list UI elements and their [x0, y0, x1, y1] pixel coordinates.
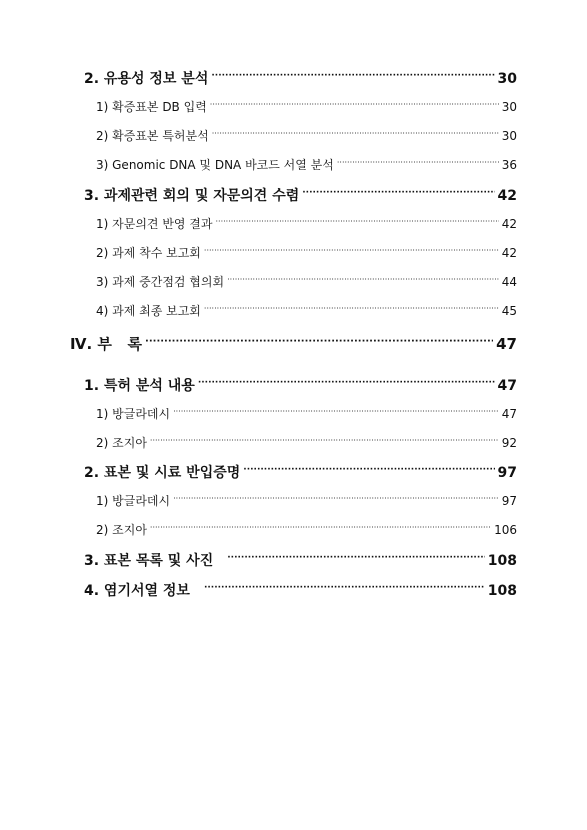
toc-entry[interactable]: [96, 215, 517, 232]
toc-entry-page: 45: [501, 304, 517, 318]
toc-entry[interactable]: [96, 244, 517, 261]
leader-dots: [150, 522, 491, 534]
leader-dots: [211, 69, 494, 83]
toc-entry-label: 2. 표본 및 시료 반입증명: [84, 465, 241, 481]
toc-entry-page: 44: [501, 275, 517, 289]
toc-entry-label: 1) 확증표본 DB 입력: [96, 100, 207, 114]
leader-dots: [337, 157, 499, 169]
toc-entry-page: 36: [501, 158, 517, 172]
toc-entry-page: 30: [497, 71, 517, 87]
toc-entry[interactable]: [96, 434, 517, 451]
leader-dots: [204, 581, 485, 595]
toc-entry-page: 108: [487, 583, 517, 599]
toc-entry[interactable]: [96, 405, 517, 422]
toc-entry-page: 42: [501, 246, 517, 260]
toc-entry-label: 4. 염기서열 정보: [84, 583, 190, 599]
toc-chapter-entry[interactable]: [70, 333, 517, 354]
toc-entry-page: 30: [501, 100, 517, 114]
toc-entry-page: 47: [497, 378, 517, 394]
toc-entry[interactable]: [96, 492, 517, 509]
toc-entry[interactable]: [84, 550, 517, 570]
leader-dots: [212, 128, 499, 140]
toc-entry-label: 2) 조지아: [96, 436, 147, 450]
leader-dots: [216, 216, 499, 228]
leader-dots: [204, 245, 499, 257]
toc-entry-label: 3) Genomic DNA 및 DNA 바코드 서열 분석: [96, 158, 334, 172]
toc-entry-page: 97: [497, 465, 517, 481]
toc-entry[interactable]: [96, 273, 517, 290]
leader-dots: [173, 493, 499, 505]
toc-entry-page: 42: [501, 217, 517, 231]
leader-dots: [227, 551, 485, 565]
toc-entry[interactable]: [96, 521, 517, 538]
toc-entry-label: 2) 과제 착수 보고회: [96, 246, 201, 260]
leader-dots: [302, 186, 494, 200]
toc-entry-label: 1. 특허 분석 내용: [84, 378, 195, 394]
toc-entry-page: 47: [496, 335, 517, 353]
leader-dots: [145, 334, 493, 349]
toc-entry-label: 1) 방글라데시: [96, 407, 171, 421]
leader-dots: [173, 406, 499, 418]
leader-dots: [198, 376, 495, 390]
toc-entry-page: 92: [501, 436, 517, 450]
toc-entry-label: Ⅳ. 부 록: [70, 335, 143, 353]
toc-entry[interactable]: [96, 156, 517, 173]
toc-entry[interactable]: [96, 98, 517, 115]
toc-entry-page: 42: [497, 188, 517, 204]
toc-entry-label: 1) 방글라데시: [96, 494, 171, 508]
toc-entry-page: 30: [501, 129, 517, 143]
toc-entry[interactable]: [84, 68, 517, 88]
toc-entry-page: 97: [501, 494, 517, 508]
toc-entry-label: 3) 과제 중간점검 협의회: [96, 275, 225, 289]
toc-entry[interactable]: [96, 127, 517, 144]
toc-entry[interactable]: [84, 375, 517, 395]
toc-entry[interactable]: [84, 185, 517, 205]
leader-dots: [227, 274, 499, 286]
toc-entry-label: 3. 과제관련 회의 및 자문의견 수렴: [84, 188, 300, 204]
toc-entry-label: 3. 표본 목록 및 사진: [84, 553, 214, 569]
toc-entry-page: 106: [494, 523, 517, 537]
toc-entry-page: 108: [487, 553, 517, 569]
toc-entry-label: 2) 확증표본 특허분석: [96, 129, 209, 143]
toc-entry-label: 2) 조지아: [96, 523, 147, 537]
toc-entry-label: 2. 유용성 정보 분석: [84, 71, 209, 87]
leader-dots: [204, 303, 499, 315]
leader-dots: [210, 99, 499, 111]
leader-dots: [150, 435, 499, 447]
toc-entry[interactable]: [84, 580, 517, 600]
toc-entry-label: 1) 자문의견 반영 결과: [96, 217, 213, 231]
leader-dots: [243, 463, 494, 477]
toc-entry[interactable]: [84, 462, 517, 482]
toc-entry[interactable]: [96, 302, 517, 319]
toc-entry-label: 4) 과제 최종 보고회: [96, 304, 201, 318]
toc-entry-page: 47: [501, 407, 517, 421]
